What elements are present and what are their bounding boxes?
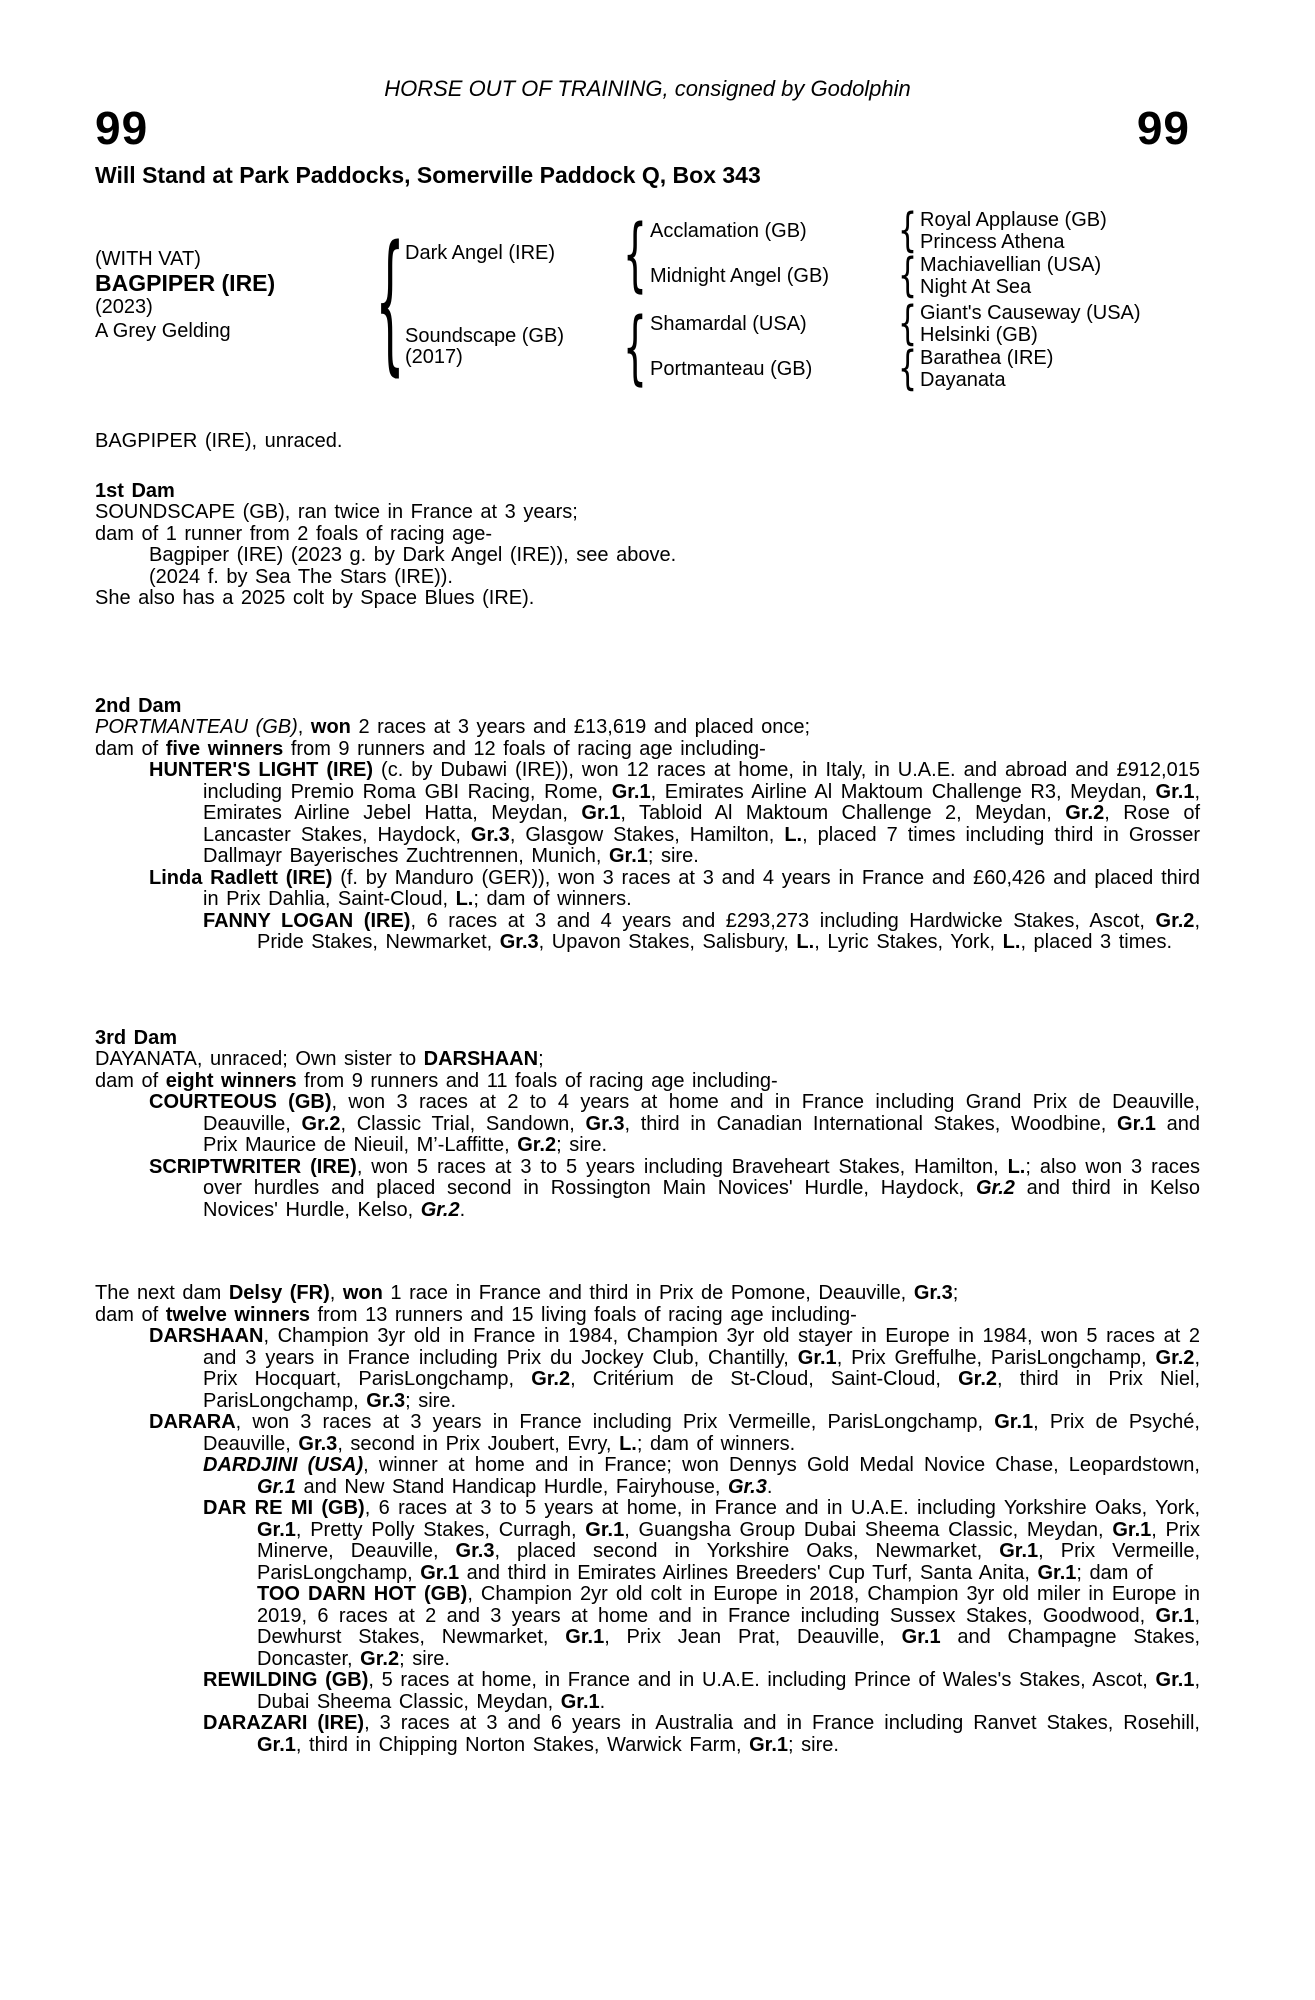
- text-paragraph: [95, 431, 1200, 453]
- text-run: won: [342, 1282, 383, 1304]
- subject-horse-name: BAGPIPER (IRE): [95, 269, 276, 296]
- pedigree-gen1-column: [405, 203, 1141, 396]
- text-run: , Rose of Lancaster Stakes, Haydock,: [203, 802, 1201, 846]
- text-run: from 13 runners and 15 living foals of racing age including-: [309, 1303, 857, 1326]
- sire-sire-name: Acclamation (GB): [650, 219, 807, 242]
- text-run: Gr.2: [975, 1177, 1015, 1199]
- text-run: and Prix Maurice de Nieuil, M’-Laffitte,: [203, 1112, 1201, 1156]
- text-run: L.: [1007, 1155, 1026, 1178]
- text-run: DARARA: [149, 1411, 236, 1433]
- text-run: Gr.1: [420, 1561, 460, 1584]
- text-run: ; sire.: [399, 1647, 450, 1670]
- text-run: DARSHAAN: [149, 1325, 264, 1347]
- text-run: , Prix Vermeille, ParisLongchamp,: [257, 1540, 1200, 1584]
- text-run: ; dam of winners.: [636, 1432, 796, 1455]
- text-paragraph: [95, 1498, 1200, 1584]
- text-run: , Glasgow Stakes, Hamilton,: [509, 823, 785, 846]
- text-run: Gr.3: [366, 1389, 406, 1412]
- pedigree-table: [95, 203, 1200, 396]
- pedigree-text-section: [95, 1028, 1200, 1222]
- text-run: Gr.1: [257, 1518, 296, 1541]
- text-run: , won 3 races at 3 years in France including Prix Vermeille, ParisLongchamp,: [235, 1411, 995, 1433]
- text-run: DARDJINI (USA): [203, 1454, 364, 1476]
- text-run: , Dubai Sheema Classic, Meydan,: [257, 1669, 1200, 1713]
- text-paragraph: [95, 588, 1200, 610]
- text-run: DAYANATA, unraced; Own sister to: [95, 1048, 424, 1070]
- section-heading: 1st Dam: [95, 479, 175, 502]
- text-run: The next dam: [95, 1282, 229, 1304]
- gen4-name: Barathea (IRE): [920, 347, 1054, 369]
- lot-number-row: [95, 102, 1200, 154]
- text-run: DARAZARI (IRE): [203, 1712, 365, 1734]
- dam-branch: [405, 296, 1141, 396]
- pedigree-text-section: [95, 481, 1200, 610]
- text-run: , Prix Greffulhe, ParisLongchamp,: [836, 1346, 1156, 1369]
- text-run: Gr.1: [257, 1475, 296, 1498]
- text-run: Gr.2: [301, 1112, 341, 1135]
- gen4-name: Royal Applause (GB): [920, 209, 1107, 231]
- text-run: , Guangsha Group Dubai Sheema Classic, Meydan,: [624, 1518, 1113, 1541]
- text-run: 1 race in France and third in Prix de Pomone, Deauville,: [382, 1282, 914, 1304]
- text-run: and third in Emirates Airlines Breeders' Cup Turf, Santa Anita,: [459, 1561, 1038, 1584]
- text-run: L.: [619, 1432, 637, 1455]
- text-run: , Critérium de St-Cloud, Saint-Cloud,: [570, 1368, 959, 1390]
- text-run: .: [599, 1690, 606, 1713]
- text-paragraph: [95, 1157, 1200, 1222]
- text-run: Gr.1: [1112, 1518, 1152, 1541]
- text-run: (2024 f. by Sea The Stars (IRE)).: [149, 565, 453, 588]
- vat-note: (WITH VAT): [95, 247, 201, 270]
- text-run: , second in Prix Joubert, Evry,: [337, 1432, 620, 1455]
- text-run: SCRIPTWRITER (IRE): [149, 1155, 357, 1178]
- text-run: twelve winners: [165, 1303, 310, 1326]
- text-run: , placed second in Yorkshire Oaks, Newmarket,: [494, 1540, 1000, 1562]
- text-run: .: [459, 1198, 466, 1221]
- dam-sire-parents: [920, 303, 1141, 346]
- text-run: , Emirates Airline Al Maktoum Challenge R3, Meydan,: [650, 780, 1156, 803]
- text-run: ; sire.: [788, 1733, 839, 1756]
- text-paragraph: [95, 1455, 1200, 1498]
- text-run: , won 5 races at 3 to 5 years including Braveheart Stakes, Hamilton,: [356, 1155, 1008, 1178]
- text-run: Gr.3: [913, 1282, 953, 1304]
- text-run: Gr.1: [901, 1626, 941, 1648]
- text-paragraph: [95, 1049, 1200, 1071]
- text-run: , Lyric Stakes, York,: [814, 931, 1003, 953]
- sire-branch: [405, 203, 1141, 303]
- text-run: dam of: [95, 1069, 166, 1092]
- text-run: Gr.1: [1155, 780, 1195, 803]
- text-run: , third in Canadian International Stakes, Woodbine,: [624, 1112, 1118, 1135]
- text-run: Gr.1: [749, 1733, 789, 1756]
- text-run: from 9 runners and 11 foals of racing age including-: [296, 1069, 778, 1092]
- gen4-name: Helsinki (GB): [920, 323, 1038, 346]
- text-run: , 6 races at 3 and 4 years and £293,273 including Hardwicke Stakes, Ascot,: [410, 909, 1156, 932]
- text-run: dam of 1 runner from 2 foals of racing age-: [95, 522, 493, 545]
- text-run: Gr.3: [455, 1540, 495, 1562]
- text-run: (c. by Dubawi (IRE)), won 12 races at home, in Italy, in U.A.E. and abroad and £912,015 including Premio Roma GBI Racing, Rome,: [203, 759, 1200, 803]
- text-paragraph: [95, 1584, 1200, 1670]
- lot-number-right: 99: [1136, 102, 1190, 154]
- text-run: ,: [329, 1282, 343, 1304]
- dam-dam-branch: [650, 341, 1141, 396]
- text-run: ; sire.: [405, 1389, 457, 1412]
- text-run: , Emirates Airline Jebel Hatta, Meydan,: [203, 780, 1201, 824]
- gen4-name: Princess Athena: [920, 230, 1065, 253]
- text-run: DAR RE MI (GB): [203, 1497, 365, 1519]
- dam-name-cell: [405, 326, 620, 369]
- dam-parents-column: [650, 296, 1141, 396]
- text-run: Gr.2: [517, 1134, 557, 1156]
- subject-foaling-year: (2023): [95, 295, 153, 318]
- dam-name: Soundscape (GB): [405, 324, 564, 347]
- text-run: Gr.2: [420, 1198, 460, 1221]
- text-run: REWILDING (GB): [203, 1669, 369, 1691]
- sire-sire-parents: [920, 210, 1107, 253]
- pedigree-brace-dam: {: [622, 300, 648, 394]
- pedigree-brace-gen1: {: [375, 211, 405, 390]
- text-run: L.: [1002, 931, 1021, 953]
- text-run: , Champion 2yr old colt in Europe in 2018, Champion 3yr old miler in Europe in 2019, 6 races at 2 and 3 years at home and in France including Sussex Stakes, Goodwood,: [257, 1583, 1200, 1627]
- text-run: ;: [538, 1048, 544, 1070]
- text-run: , Prix Jean Prat, Deauville,: [604, 1626, 902, 1648]
- text-run: COURTEOUS (GB): [149, 1091, 332, 1113]
- pedigree-text-section: [95, 431, 1200, 453]
- text-run: She also has a 2025 colt by Space Blues (IRE).: [95, 587, 535, 609]
- text-run: Delsy (FR): [228, 1282, 330, 1304]
- dam-sire-branch: [650, 296, 1141, 351]
- text-run: (f. by Manduro (GER)), won 3 races at 3 and 4 years in France and £60,426 and placed third in Prix Dahlia, Saint-Cloud,: [203, 866, 1200, 910]
- text-run: Gr.2: [958, 1368, 998, 1390]
- gen4-name: Machiavellian (USA): [920, 254, 1102, 276]
- pedigree-subject: [95, 247, 375, 343]
- dam-dam-parents: [920, 348, 1053, 391]
- text-run: , placed 7 times including third in Grosser Dallmayr Bayerisches Zuchtrennen, Munich,: [203, 823, 1200, 867]
- text-run: Gr.1: [1037, 1561, 1077, 1584]
- text-paragraph: [95, 911, 1200, 954]
- text-run: Gr.3: [585, 1112, 625, 1135]
- sire-sire-branch: [650, 203, 1107, 258]
- text-run: , Champion 3yr old in France in 1984, Champion 3yr old stayer in Europe in 1984, won 5 races at 2 and 3 years in France including Prix du Jockey Club, Chantilly,: [203, 1325, 1200, 1369]
- pedigree-brace-sire: {: [622, 207, 648, 301]
- text-run: Bagpiper (IRE) (2023 g. by Dark Angel (IRE)), see above.: [149, 544, 677, 566]
- sire-dam-branch: [650, 248, 1107, 303]
- text-paragraph: [95, 1283, 1200, 1305]
- text-run: five winners: [165, 737, 284, 760]
- text-paragraph: [95, 524, 1200, 546]
- text-run: Gr.2: [1065, 802, 1105, 824]
- text-run: Gr.1: [797, 1346, 837, 1369]
- text-run: , 3 races at 3 and 6 years in Australia and in France including Ranvet Stakes, Rosehill,: [364, 1712, 1200, 1734]
- text-run: Gr.2: [1155, 909, 1195, 932]
- text-run: TOO DARN HOT (GB): [257, 1583, 468, 1605]
- dam-foaling-year: (2017): [405, 346, 463, 368]
- text-run: , placed 3 times.: [1020, 931, 1173, 953]
- pedigree-brace-dam-dam: {: [897, 341, 918, 396]
- text-run: 2 races at 3 years and £13,619 and placed once;: [350, 716, 811, 738]
- text-run: Gr.2: [531, 1368, 571, 1390]
- text-run: L.: [784, 823, 803, 846]
- text-run: and Champagne Stakes, Doncaster,: [257, 1626, 1201, 1670]
- text-run: ; also won 3 races over hurdles and placed second in Rossington Main Novices' Hurdle, Haydock,: [203, 1155, 1201, 1199]
- text-run: dam of: [95, 737, 166, 760]
- text-run: , won 3 races at 2 to 4 years at home and in France including Grand Prix de Deauville, Deauville,: [203, 1091, 1200, 1135]
- text-run: Gr.1: [611, 780, 651, 803]
- text-paragraph: [95, 760, 1200, 868]
- section-heading: 2nd Dam: [95, 694, 182, 717]
- page-header-title: HORSE OUT OF TRAINING, consigned by Godolphin: [384, 76, 911, 101]
- text-run: Gr.3: [499, 931, 539, 953]
- text-run: , Classic Trial, Sandown,: [340, 1112, 586, 1135]
- text-run: , Prix Minerve, Deauville,: [257, 1518, 1200, 1562]
- text-run: , Pride Stakes, Newmarket,: [257, 909, 1200, 953]
- section-heading: 3rd Dam: [95, 1026, 178, 1049]
- text-paragraph: [95, 567, 1200, 589]
- pedigree-text-section: [95, 696, 1200, 954]
- text-run: , winner at home and in France; won Dennys Gold Medal Novice Chase, Leopardstown,: [363, 1454, 1200, 1476]
- text-run: and third in Kelso Novices' Hurdle, Kelso,: [203, 1177, 1200, 1221]
- text-run: FANNY LOGAN (IRE): [203, 909, 411, 932]
- text-run: , third in Prix Niel, ParisLongchamp,: [203, 1368, 1201, 1412]
- text-paragraph: [95, 1326, 1200, 1412]
- text-run: Gr.1: [1155, 1669, 1195, 1691]
- text-run: dam of: [95, 1303, 166, 1326]
- text-paragraph: [95, 545, 1200, 567]
- text-paragraph: [95, 1092, 1200, 1157]
- text-run: , 6 races at 3 to 5 years at home, in France and in U.A.E. including Yorkshire Oaks, York,: [364, 1497, 1200, 1519]
- text-run: Gr.3: [470, 823, 510, 846]
- text-paragraph: [95, 717, 1200, 739]
- text-run: ; dam of: [1076, 1561, 1153, 1584]
- text-run: Linda Radlett (IRE): [149, 866, 333, 889]
- text-run: Gr.3: [727, 1475, 767, 1498]
- text-run: , Upavon Stakes, Salisbury,: [538, 931, 797, 953]
- text-run: DARSHAAN: [423, 1048, 539, 1070]
- text-run: Gr.1: [999, 1540, 1039, 1562]
- pedigree-brace-sire-dam: {: [897, 248, 918, 303]
- text-run: won: [310, 716, 351, 738]
- text-run: Gr.2: [1155, 1346, 1195, 1369]
- text-run: PORTMANTEAU (GB): [95, 716, 298, 738]
- pedigree-brace-dam-sire: {: [897, 296, 918, 351]
- subject-description: A Grey Gelding: [95, 319, 231, 342]
- text-paragraph: [95, 1713, 1200, 1756]
- text-run: , Dewhurst Stakes, Newmarket,: [257, 1604, 1200, 1648]
- text-run: Gr.1: [565, 1626, 605, 1648]
- text-run: Gr.1: [581, 802, 621, 824]
- text-paragraph: [95, 1071, 1200, 1093]
- gen4-name: Night At Sea: [920, 275, 1032, 298]
- text-paragraph: [95, 1412, 1200, 1455]
- text-run: eight winners: [165, 1069, 297, 1092]
- stand-location-line: Will Stand at Park Paddocks, Somerville Paddock Q, Box 343: [95, 162, 761, 188]
- text-paragraph: [95, 1305, 1200, 1327]
- sire-dam-parents: [920, 255, 1101, 298]
- text-paragraph: [95, 739, 1200, 761]
- text-run: Gr.3: [298, 1432, 338, 1455]
- dam-sire-name: Shamardal (USA): [650, 312, 807, 335]
- text-run: BAGPIPER (IRE), unraced.: [95, 430, 343, 452]
- gen4-name: Dayanata: [920, 368, 1006, 391]
- text-run: .: [766, 1475, 773, 1498]
- text-run: Gr.2: [360, 1647, 400, 1670]
- text-run: L.: [455, 888, 474, 910]
- text-run: , Prix Hocquart, ParisLongchamp,: [203, 1346, 1200, 1390]
- text-run: ,: [297, 716, 311, 738]
- sire-dam-name: Midnight Angel (GB): [650, 264, 829, 287]
- text-run: , third in Chipping Norton Stakes, Warwick Farm,: [295, 1733, 750, 1756]
- lot-number-left: 99: [95, 102, 149, 154]
- text-run: HUNTER'S LIGHT (IRE): [149, 759, 374, 781]
- body-sections: [95, 431, 1200, 1756]
- pedigree-brace-sire-sire: {: [897, 203, 918, 258]
- sire-parents-column: [650, 203, 1107, 303]
- text-run: Gr.1: [585, 1518, 625, 1541]
- sire-name: Dark Angel (IRE): [405, 242, 556, 265]
- text-run: Gr.1: [257, 1733, 296, 1756]
- gen4-name: Giant's Causeway (USA): [920, 302, 1141, 324]
- text-run: ; dam of winners.: [473, 888, 632, 910]
- text-run: Gr.1: [560, 1690, 600, 1713]
- text-run: , Prix de Psyché, Deauville,: [203, 1411, 1200, 1455]
- text-run: Gr.1: [1117, 1112, 1156, 1135]
- text-run: from 9 runners and 12 foals of racing age including-: [283, 737, 766, 760]
- text-run: , Tabloid Al Maktoum Challenge 2, Meydan,: [620, 802, 1066, 824]
- text-run: , Pretty Polly Stakes, Curragh,: [295, 1518, 586, 1541]
- text-run: ;: [952, 1282, 959, 1304]
- text-run: SOUNDSCAPE (GB), ran twice in France at 3 years;: [95, 501, 578, 523]
- text-run: , 5 races at home, in France and in U.A.E. including Prince of Wales's Stakes, Ascot,: [368, 1669, 1156, 1691]
- text-run: Gr.1: [1155, 1604, 1195, 1627]
- text-paragraph: [95, 868, 1200, 911]
- dam-dam-name: Portmanteau (GB): [650, 357, 813, 380]
- pedigree-text-section: [95, 1283, 1200, 1756]
- text-run: and New Stand Handicap Hurdle, Fairyhouse,: [295, 1475, 728, 1498]
- text-paragraph: [95, 1670, 1200, 1713]
- text-run: Gr.1: [994, 1411, 1034, 1433]
- text-run: Gr.1: [608, 845, 648, 867]
- text-paragraph: [95, 502, 1200, 524]
- text-run: ; sire.: [556, 1134, 608, 1156]
- text-run: L.: [796, 931, 815, 953]
- text-run: ; sire.: [647, 845, 699, 867]
